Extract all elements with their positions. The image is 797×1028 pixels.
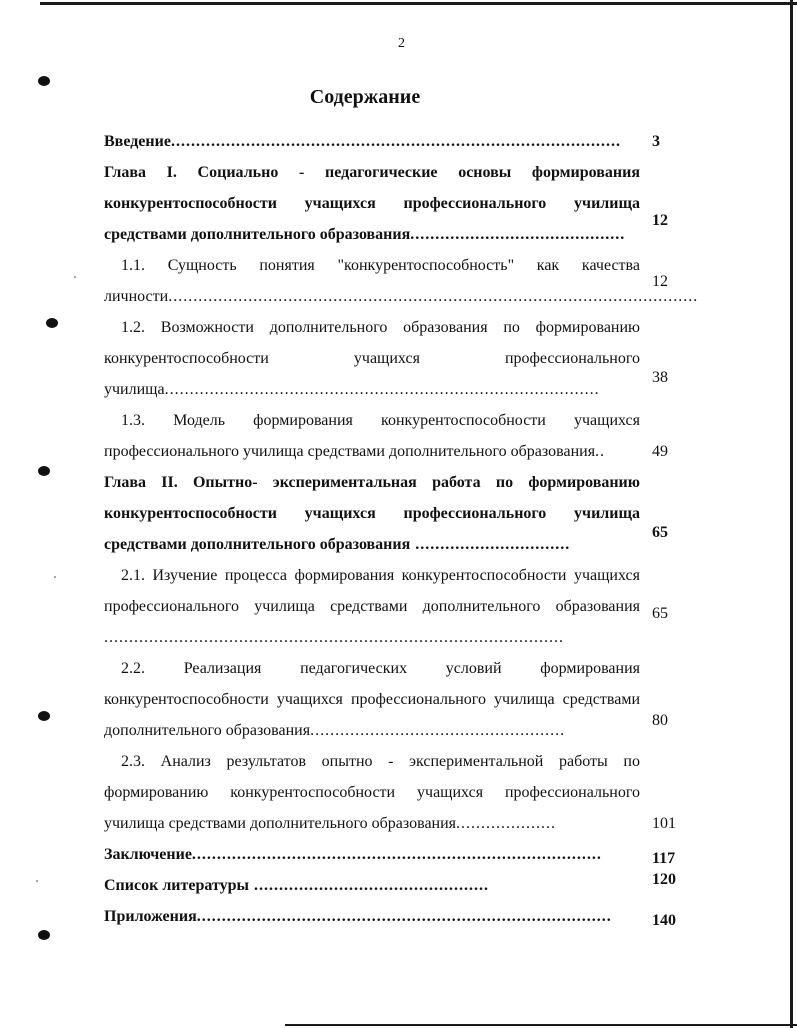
toc-entry-2-3: 2.3. Анализ результатов опытно - экспериментальной работы по формированию конкурентоспособности учащихся профессионального училища средствами дополнительного образования.................... 101	[104, 746, 640, 839]
toc-page-number: 12	[652, 212, 668, 229]
scan-edge-bottom	[285, 1024, 797, 1026]
toc-entry-1-3: 1.3. Модель формирования конкурентоспособности учащихся профессионального училища средствами дополнительного образования.. 49	[104, 405, 640, 467]
punch-hole-mark	[38, 711, 50, 721]
toc-entry-introduction: Введение.......................................................................................... 3	[104, 126, 640, 157]
punch-hole-mark	[38, 930, 50, 940]
toc-entry-1-2: 1.2. Возможности дополнительного образования по формированию конкурентоспособности учащихся профессионального училища....................................................................................... 38	[104, 312, 640, 405]
toc-entry-chapter-2: Глава II. Опытно- экспериментальная работа по формированию конкурентоспособности учащихся профессионального училища средствами дополнительного образования ............................... 65	[104, 467, 640, 560]
table-of-contents	[104, 126, 699, 932]
toc-page-number: 3	[652, 133, 660, 150]
toc-page-number: 120	[652, 871, 676, 888]
toc-page-number: 101	[652, 815, 676, 832]
toc-page-number: 12	[652, 273, 668, 290]
toc-entry-references: Список литературы ............................................... 120	[104, 870, 640, 901]
toc-page-number: 65	[652, 524, 668, 541]
scan-edge-top	[40, 2, 797, 5]
scan-edge-right	[790, 0, 793, 1028]
toc-page-number: 38	[652, 369, 668, 386]
toc-entry-2-2: 2.2. Реализация педагогических условий формирования конкурентоспособности учащихся профессионального училища средствами дополнительного образования................................................... 80	[104, 653, 640, 746]
toc-page-number: 140	[652, 912, 676, 929]
scan-speck	[54, 576, 56, 578]
scan-speck	[74, 276, 76, 278]
toc-page-number: 117	[652, 850, 676, 867]
toc-entry-chapter-1: Глава I. Социально - педагогические основы формирования конкурентоспособности учащихся профессионального училища средствами дополнительного образования........................................... 12	[104, 157, 640, 250]
page-number: 2	[398, 36, 405, 51]
punch-hole-mark	[38, 76, 50, 86]
punch-hole-mark	[38, 466, 50, 476]
scan-speck	[36, 880, 38, 882]
toc-page-number: 49	[652, 443, 668, 460]
toc-page-number: 80	[652, 712, 668, 729]
punch-hole-mark	[46, 318, 58, 328]
toc-entry-appendices: Приложения................................................................................... 140	[104, 901, 640, 932]
toc-entry-conclusion: Заключение.................................................................................. 117	[104, 839, 640, 870]
toc-entry-1-1: 1.1. Сущность понятия "конкурентоспособность" как качества личности.......................................................................................................... 12	[104, 257, 699, 305]
toc-page-number: 65	[652, 605, 668, 622]
page-title: Содержание	[309, 86, 421, 108]
toc-entry-2-1: 2.1. Изучение процесса формирования конкурентоспособности учащихся профессионального училища средствами дополнительного образования ............................................................................................ 65	[104, 560, 640, 653]
